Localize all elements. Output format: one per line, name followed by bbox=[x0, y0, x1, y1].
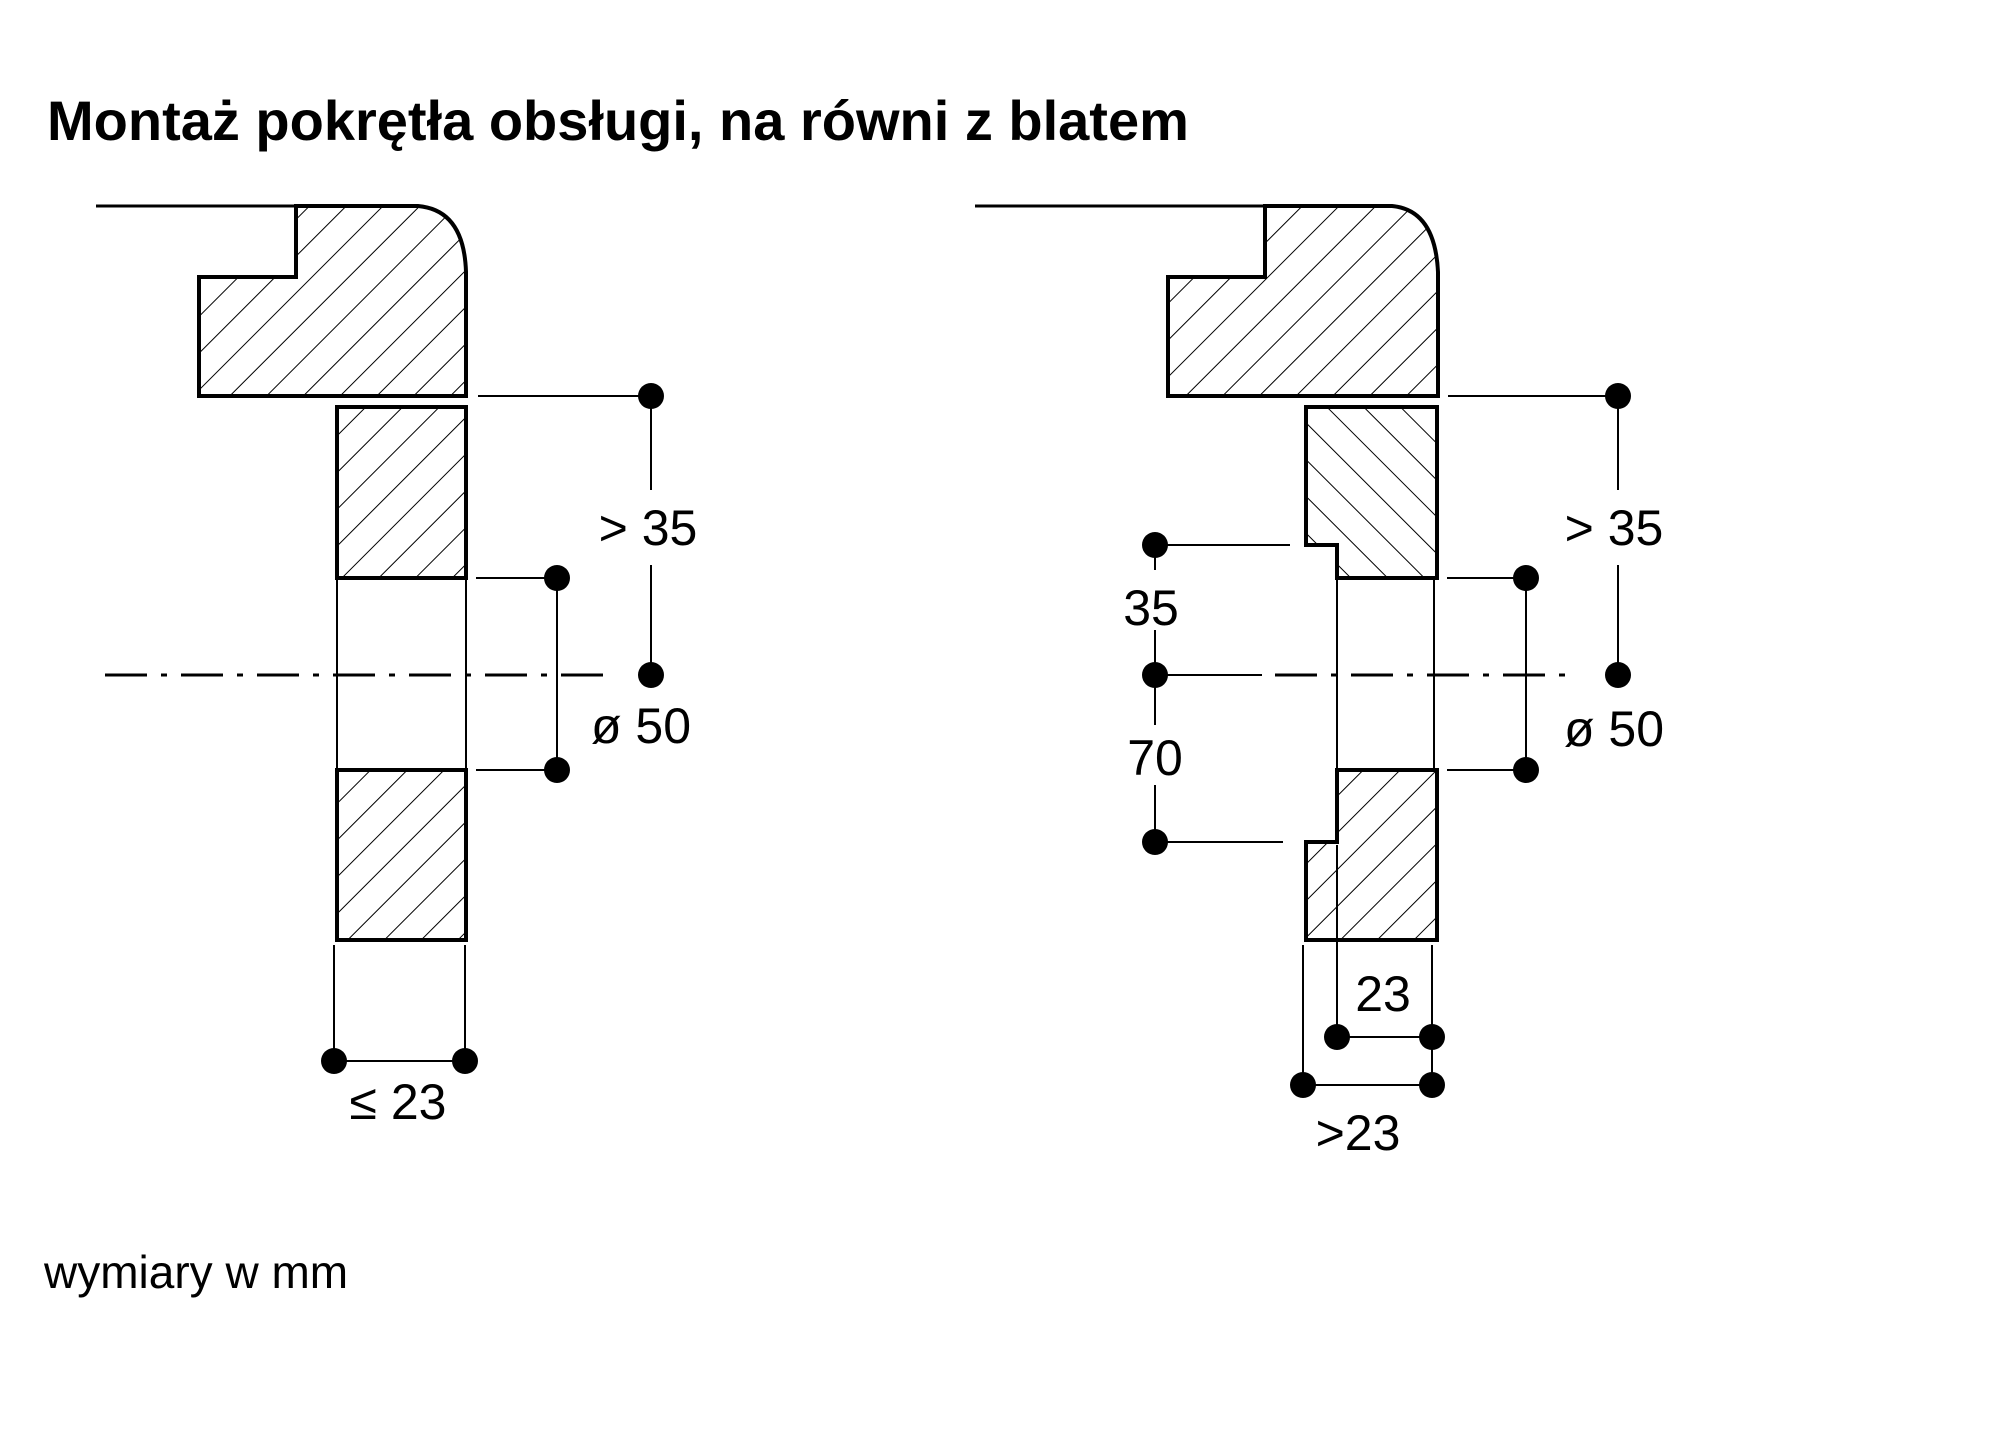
front-panel-upper bbox=[337, 407, 466, 578]
inner-thickness-label: 23 bbox=[1355, 966, 1411, 1022]
diameter-label: ø 50 bbox=[590, 698, 692, 754]
left-figure bbox=[96, 206, 697, 1130]
gap-label: > 35 bbox=[1564, 500, 1664, 556]
diameter-label: ø 50 bbox=[1563, 701, 1665, 757]
front-panel-lower bbox=[1306, 770, 1437, 940]
worktop-section bbox=[199, 206, 466, 396]
worktop-section bbox=[1168, 206, 1438, 396]
front-panel-lower bbox=[337, 770, 466, 940]
gap-dim-dot-bottom bbox=[638, 662, 664, 688]
right-figure bbox=[975, 206, 1664, 1161]
thickness-label: ≤ 23 bbox=[349, 1074, 447, 1130]
lower-offset-label: 70 bbox=[1127, 730, 1183, 786]
offset-dim-dot-center bbox=[1142, 662, 1168, 688]
gap-label: > 35 bbox=[598, 500, 698, 556]
diameter-dim-dot-bottom bbox=[1513, 757, 1539, 783]
front-panel-upper bbox=[1306, 407, 1437, 578]
inner-thickness-dot-right bbox=[1419, 1024, 1445, 1050]
outer-thickness-label: >23 bbox=[1315, 1105, 1401, 1161]
offset-dim-dot-bottom bbox=[1142, 829, 1168, 855]
page-title: Montaż pokrętła obsługi, na równi z blatem bbox=[47, 89, 1189, 152]
thickness-dim-dot-right bbox=[452, 1048, 478, 1074]
diameter-dim-dot-bottom bbox=[544, 757, 570, 783]
upper-offset-label: 35 bbox=[1123, 580, 1179, 636]
gap-dim-dot-bottom bbox=[1605, 662, 1631, 688]
outer-thickness-dot-right bbox=[1419, 1072, 1445, 1098]
units-note: wymiary w mm bbox=[44, 1246, 349, 1298]
